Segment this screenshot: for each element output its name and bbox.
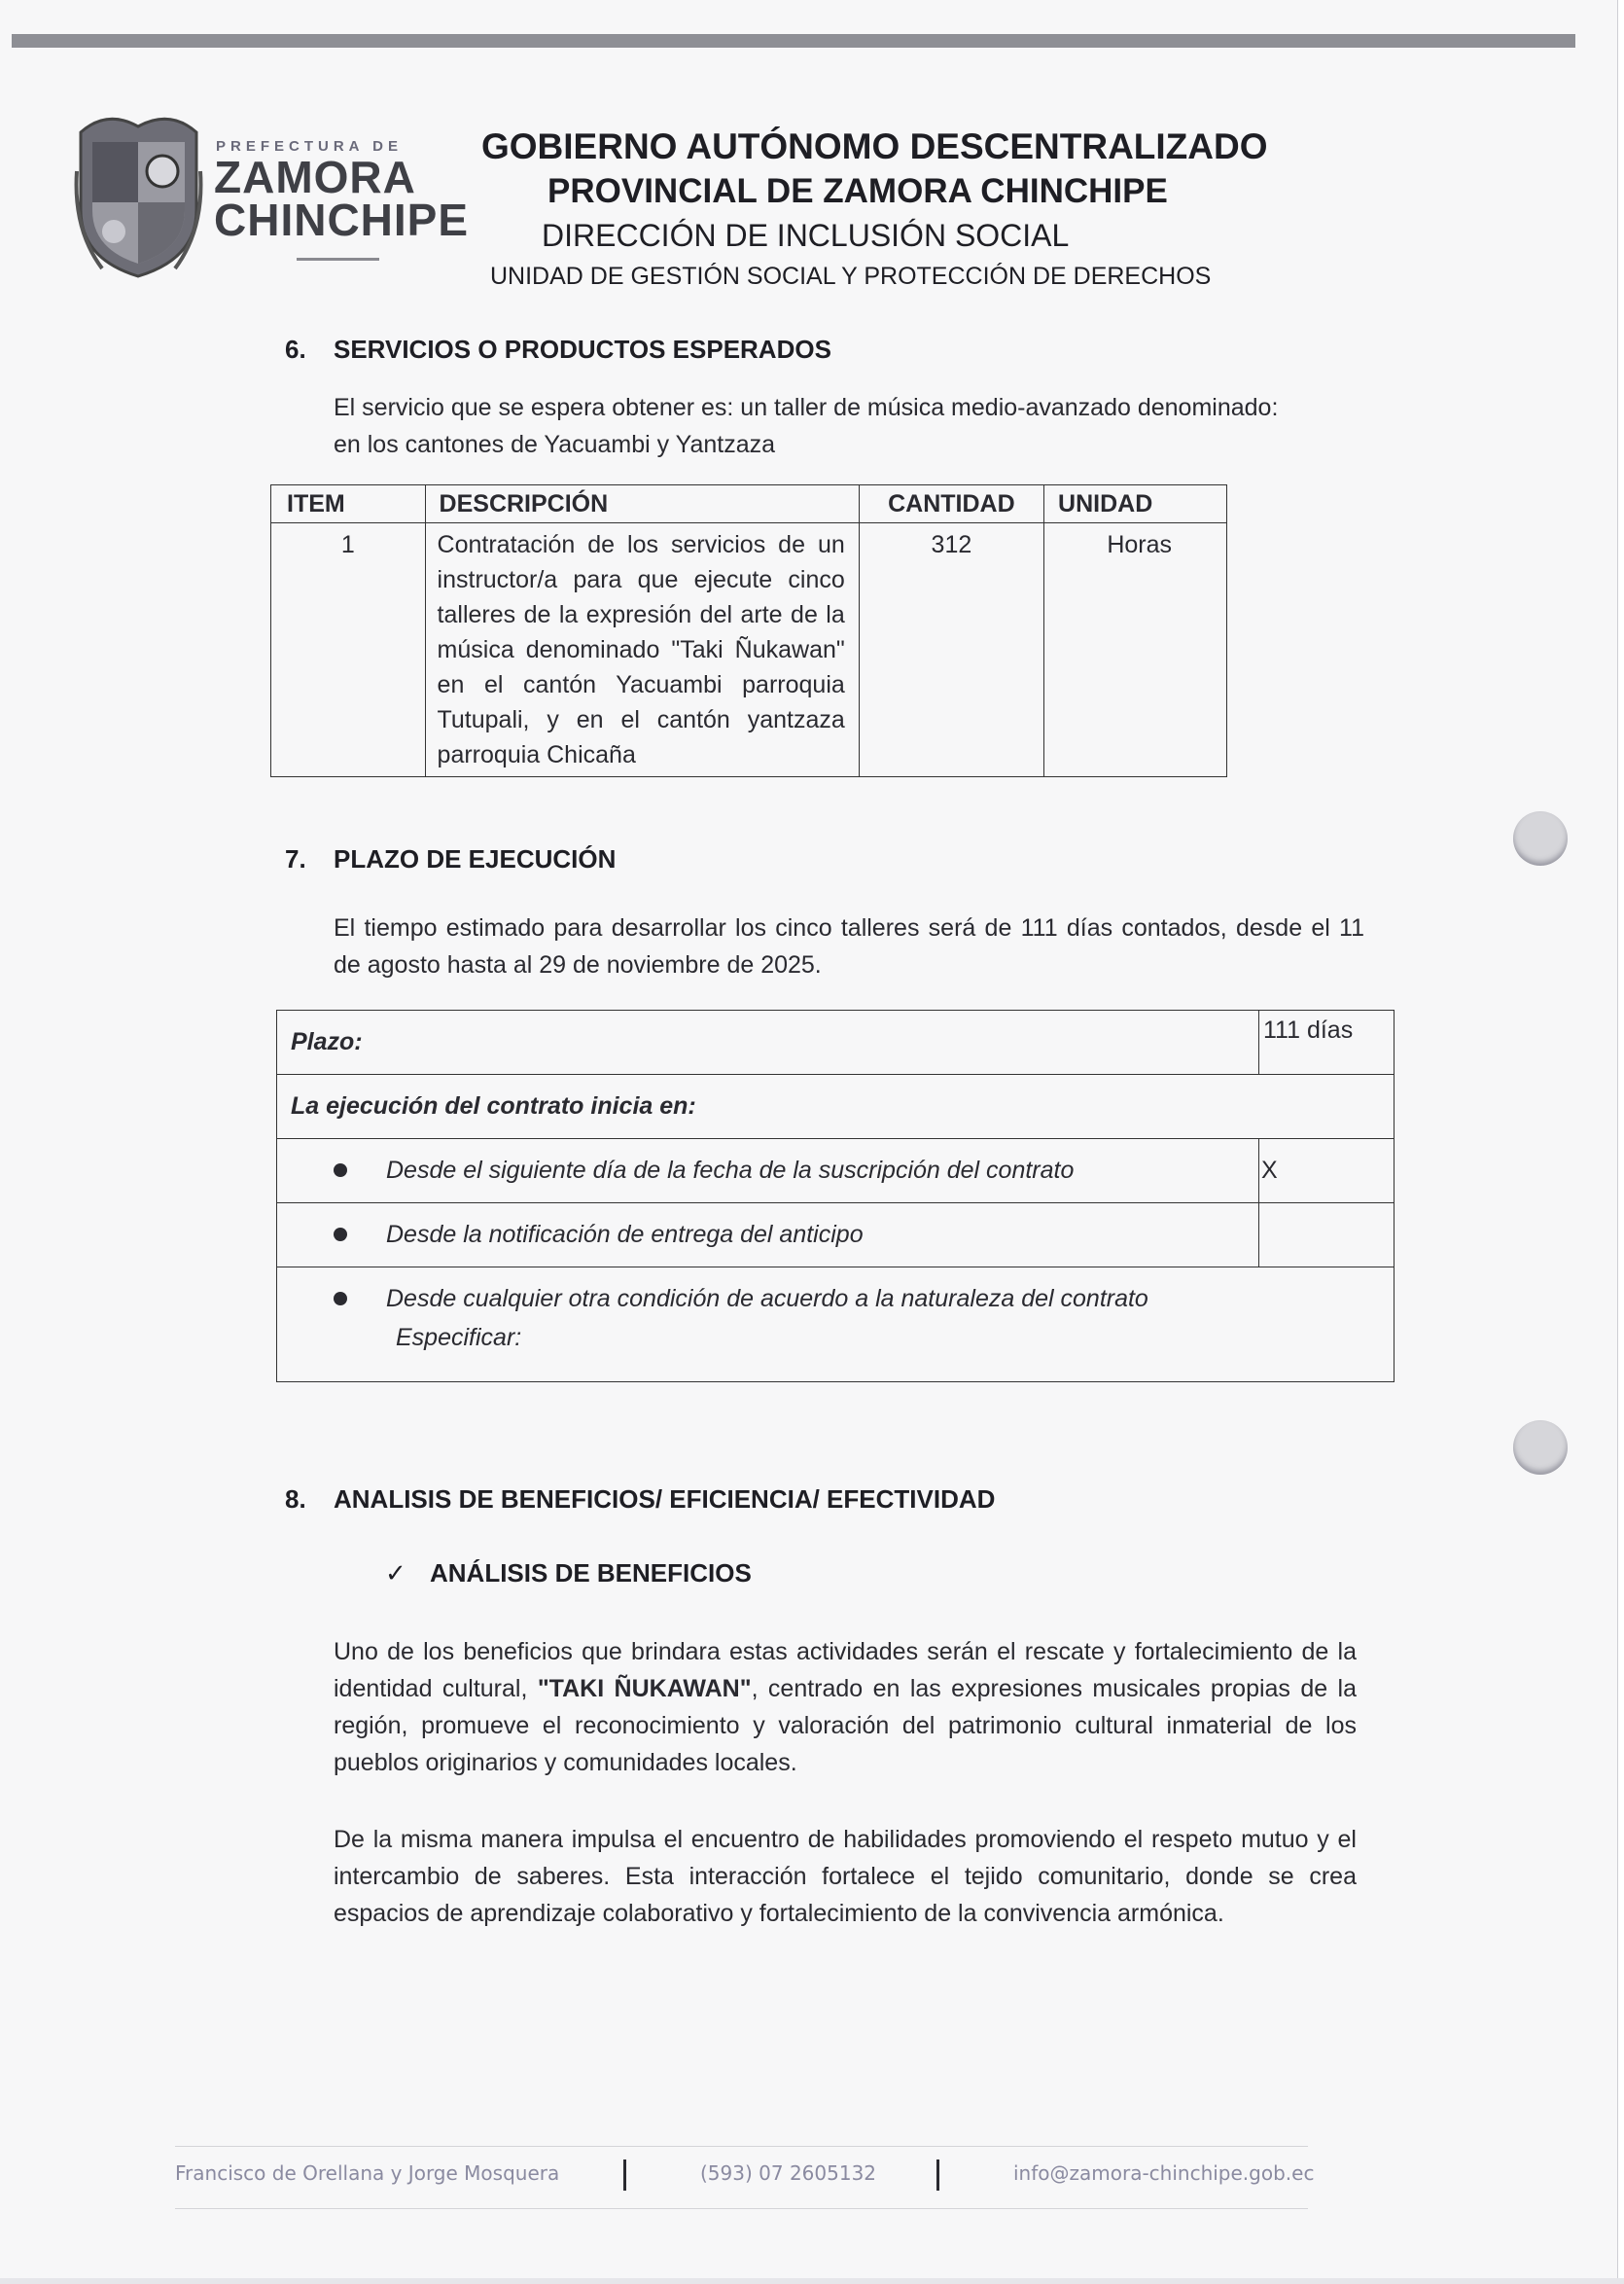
cell-unidad: Horas <box>1044 523 1227 777</box>
logo-subtitle: PREFECTURA DE <box>216 138 403 155</box>
check-icon: ✓ <box>385 1558 406 1588</box>
option-mark <box>1259 1203 1395 1267</box>
inicio-label: La ejecución del contrato inicia en: <box>277 1075 1395 1139</box>
section-7-title: PLAZO DE EJECUCIÓN <box>334 844 617 874</box>
section-6-intro-line-1: El servicio que se espera obtener es: un taller de música medio-avanzado denominado: <box>334 394 1279 421</box>
section-8-title: ANALISIS DE BENEFICIOS/ EFICIENCIA/ EFECTIVIDAD <box>334 1484 996 1514</box>
inicio-row <box>277 1075 1395 1139</box>
plazo-label: Plazo: <box>277 1011 1259 1075</box>
bullet <box>334 1163 347 1177</box>
benefits-paragraph-1 <box>334 1633 1357 1781</box>
especificar-label: Especificar: <box>396 1324 522 1351</box>
benefits-paragraph-2: De la misma manera impulsa el encuentro de habilidades promoviendo el respeto mutuo y el intercambio de saberes. Esta interacción fortalece el tejido comunitario, donde se crea espacios de aprendizaje colaborativo y fortalecimiento de la convivencia armónica. <box>334 1826 1357 1927</box>
table-row <box>271 523 1227 777</box>
services-table <box>270 484 1227 777</box>
section-7-number: 7. <box>285 844 306 874</box>
logo-line-1: ZAMORA <box>214 152 416 202</box>
punch-hole <box>1513 1420 1568 1475</box>
header-cantidad: CANTIDAD <box>859 485 1043 523</box>
logo-underline <box>297 258 379 261</box>
footer-separator <box>623 2159 626 2191</box>
cell-item: 1 <box>271 523 426 777</box>
plazo-row <box>277 1011 1395 1075</box>
section-7-text: El tiempo estimado para desarrollar los cinco talleres será de 111 días contados, desde el 11 de agosto hasta al 29 de noviembre de 2025. <box>334 914 1364 979</box>
footer-phone: (593) 07 2605132 <box>700 2161 877 2185</box>
services-table-header <box>271 485 1227 523</box>
punch-hole <box>1513 811 1568 866</box>
header-descripcion: DESCRIPCIÓN <box>425 485 859 523</box>
header-title-3: DIRECCIÓN DE INCLUSIÓN SOCIAL <box>542 218 1070 253</box>
footer-address: Francisco de Orellana y Jorge Mosquera <box>175 2161 560 2185</box>
option-text: Desde cualquier otra condición de acuerdo a la naturaleza del contrato <box>386 1285 1148 1312</box>
cell-descripcion: Contratación de los servicios de un instructor/a para que ejecute cinco talleres de la expresión del arte de la música denominado "Taki Ñukawan" en el cantón Yacuambi parroquia Tutupali, y en el cantón yantzaza parroquia Chicaña <box>425 523 859 777</box>
bullet <box>334 1228 347 1241</box>
top-scan-bar <box>12 34 1575 48</box>
benefits-highlight: "TAKI ÑUKAWAN" <box>537 1675 752 1702</box>
header-title-1: GOBIERNO AUTÓNOMO DESCENTRALIZADO <box>481 126 1268 166</box>
benefits-text-c: , centrado en las expresiones musicales propias de la región, promueve el reconocimiento y valoración del patrimonio cultural inmaterial de los pueblos originarios y comunidades locales. <box>334 1675 1358 1776</box>
header-item: ITEM <box>271 485 426 523</box>
section-6-number: 6. <box>285 335 306 364</box>
header-unidad: UNIDAD <box>1044 485 1227 523</box>
header-title-2: PROVINCIAL DE ZAMORA CHINCHIPE <box>547 172 1168 210</box>
section-6-title: SERVICIOS O PRODUCTOS ESPERADOS <box>334 335 831 364</box>
plazo-value: 111 días <box>1259 1011 1395 1075</box>
section-8-subtitle: ANÁLISIS DE BENEFICIOS <box>430 1558 752 1588</box>
header-title-4: UNIDAD DE GESTIÓN SOCIAL Y PROTECCIÓN DE DERECHOS <box>490 263 1212 290</box>
page-edge <box>1617 0 1624 2284</box>
list-item <box>277 1267 1395 1382</box>
option-text: Desde el siguiente día de la fecha de la suscripción del contrato <box>386 1157 1075 1184</box>
option-mark: X <box>1259 1139 1395 1203</box>
benefits-text-a: Uno de los beneficios que brindara estas actividades serán el rescate y fortalecimiento de la identidad cultural, <box>334 1638 1357 1702</box>
section-8-number: 8. <box>285 1484 306 1514</box>
option-text: Desde la notificación de entrega del anticipo <box>386 1221 864 1248</box>
page-bottom-edge <box>0 2278 1624 2284</box>
list-item <box>277 1139 1395 1203</box>
plazo-table <box>276 1010 1395 1382</box>
logo-wordmark <box>214 152 470 245</box>
crest-logo-icon <box>73 113 204 278</box>
list-item <box>277 1203 1395 1267</box>
bullet <box>334 1292 347 1305</box>
footer-top-line <box>175 2146 1308 2147</box>
footer-email: info@zamora-chinchipe.gob.ec <box>1013 2161 1315 2185</box>
section-6-intro-line-2: en los cantones de Yacuambi y Yantzaza <box>334 431 776 458</box>
footer-separator <box>936 2159 939 2191</box>
footer-bottom-line <box>175 2208 1308 2209</box>
logo-line-2: CHINCHIPE <box>214 195 470 245</box>
section-6-intro <box>334 389 1364 463</box>
cell-cantidad: 312 <box>859 523 1043 777</box>
